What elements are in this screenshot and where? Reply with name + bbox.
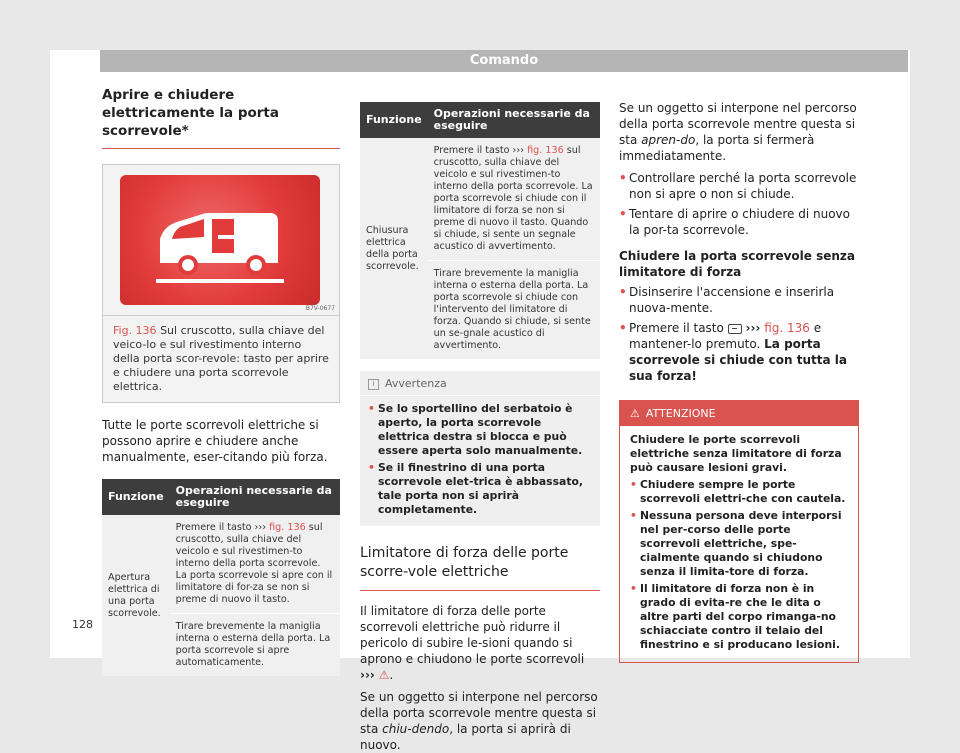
note-header (360, 371, 600, 396)
subtitle: Chiudere la porta scorrevole senza limitatore di forza (619, 249, 855, 279)
info-icon: i (368, 379, 379, 390)
attention-item: • Nessuna persona deve interporsi nel per-corso delle porte scorrevoli elettriche, spe-cialmente quando si chiudono senza il limita-tore di forza. (630, 509, 848, 579)
table-header-function: Funzione (360, 102, 428, 138)
section-title: Aprire e chiudere elettricamente la porta scorrevole* (102, 86, 340, 149)
text: e mantener-lo premuto. (629, 321, 822, 351)
emphasis: chiu-dendo (382, 722, 450, 736)
van-sliding-door-icon (120, 175, 320, 305)
attention-item: • Il limitatore di forza non è in grado di evita-re che le dita o altre parti del corpo rimanga-no schiacciate contro il telaio del finestrino e si producano lesioni. (630, 582, 848, 652)
text: Premere il tasto (629, 321, 724, 335)
op-text: Premere il tasto ››› (175, 522, 267, 533)
operation-cell (428, 138, 600, 261)
text: Se un oggetto si interpone nel percorso della porta scorrevole mentre questa si sta (619, 101, 857, 147)
sliding-door-button-illustration (120, 175, 320, 305)
note-title: Avvertenza (385, 377, 447, 390)
attention-body (620, 426, 858, 662)
warning-triangle-icon: ⚠ (378, 668, 390, 682)
figure-136 (102, 164, 340, 403)
text: . (389, 668, 394, 682)
function-cell: Apertura elettrica di una porta scorrevole. (102, 515, 170, 676)
operation-cell: Tirare brevemente la maniglia interna o esterna della porta. La porta scorrevole si chiude con l'intervento del limitatore di forza. Quando si chiude, si sente un se-gnale acustico di avvertimento. (428, 261, 600, 360)
paragraph (360, 603, 600, 683)
arrow-ref: ››› (745, 321, 761, 335)
right-column (619, 100, 859, 663)
note-box (360, 371, 600, 526)
page-number: 128 (72, 618, 93, 631)
table-header-function: Funzione (102, 479, 170, 515)
list-item (619, 320, 859, 384)
manual-page (50, 50, 910, 752)
fig-link[interactable]: fig. 136 (527, 145, 564, 156)
open-function-table (102, 479, 340, 676)
table-header-operations: Operazioni necessarie da eseguire (428, 102, 600, 138)
attention-header (620, 401, 858, 426)
list-item: • Tentare di aprire o chiudere di nuovo la por-ta scorrevole. (619, 206, 859, 238)
text: Il limitatore di forza delle porte scorrevoli elettriche può ridurre il pericolo di subire le-sioni quando si aprono e chiudono le porte scorrevoli (360, 604, 585, 666)
left-column (102, 86, 340, 676)
paragraph (360, 689, 600, 753)
note-item: • Se lo sportellino del serbatoio è aperto, la porta scorrevole elettrica destra si blocca e può essere aperta solo manualmente. (368, 402, 592, 458)
operation-cell (170, 515, 340, 614)
figure-image (103, 165, 339, 316)
figure-caption (103, 316, 339, 402)
list-item: • Controllare perché la porta scorrevole non si apre o non si chiude. (619, 170, 859, 202)
operation-cell: Tirare brevemente la maniglia interna o esterna della porta. La porta scorrevole si apre automaticamente. (170, 614, 340, 677)
text: , la porta si aprirà di nuovo. (360, 722, 571, 752)
bold-text: La porta scorrevole si chiude con tutta la sua forza! (629, 337, 847, 383)
emphasis: apren-do (641, 133, 696, 147)
bullet-list (619, 284, 859, 384)
op-text: sul cruscotto, sulla chiave del veicolo e sul rivestimen-to interno della porta scorrevole. La porta scorrevole si apre con il limitatore di for-za se non si preme di nuovo il tasto. (175, 522, 333, 605)
attention-box (619, 400, 859, 663)
attention-intro: Chiudere le porte scorrevoli elettriche senza limitatore di forza può causare lesioni gravi. (630, 433, 842, 474)
bullet-list (619, 170, 859, 238)
attention-title: ATTENZIONE (645, 407, 716, 420)
sliding-door-key-icon (728, 324, 742, 334)
function-cell: Chiusura elettrica della porta scorrevole. (360, 138, 428, 359)
paragraph (619, 100, 859, 164)
arrow-ref: ››› (360, 668, 375, 682)
note-item: • Se il finestrino di una porta scorrevole elet-trica è abbassato, tale porta non si aprirà completamente. (368, 461, 592, 517)
section-title: Limitatore di forza delle porte scorre-vole elettriche (360, 544, 600, 591)
text: , la porta si fermerà immediatamente. (619, 133, 815, 163)
close-function-table (360, 102, 600, 359)
warning-triangle-icon: ⚠ (630, 407, 640, 420)
op-text: sul cruscotto, sulla chiave del veicolo e sul rivestimen-to interno della porta scorrevole. La porta scorrevole si chiude con il limitatore di forza se non si preme di nuovo il tasto. Quando si chiude, si sente un segnale acustico di avvertimento. (433, 145, 593, 252)
middle-column (360, 102, 600, 753)
intro-paragraph: Tutte le porte scorrevoli elettriche si possono aprire e chiudere anche manualmente, eser-citando più forza. (102, 418, 328, 464)
fig-link[interactable]: fig. 136 (764, 321, 810, 335)
note-body (360, 396, 600, 526)
table-header-operations: Operazioni necessarie da eseguire (170, 479, 340, 515)
chapter-header: Comando (100, 50, 908, 72)
fig-link[interactable]: fig. 136 (269, 522, 306, 533)
figure-code: B7V-0677 (305, 305, 335, 312)
figure-caption-text: Sul cruscotto, sulla chiave del veico-lo e sul rivestimento interno della porta scor-revole: tasto per aprire e chiudere una porta scorrevole elettrica. (113, 324, 329, 393)
attention-item: • Chiudere sempre le porte scorrevoli elettri-che con cautela. (630, 478, 848, 506)
text: Se un oggetto si interpone nel percorso della porta scorrevole mentre questa si sta (360, 690, 598, 736)
figure-ref: Fig. 136 (113, 324, 157, 337)
list-item: • Disinserire l'accensione e inserirla nuova-mente. (619, 284, 859, 316)
op-text: Premere il tasto ››› (433, 145, 525, 156)
